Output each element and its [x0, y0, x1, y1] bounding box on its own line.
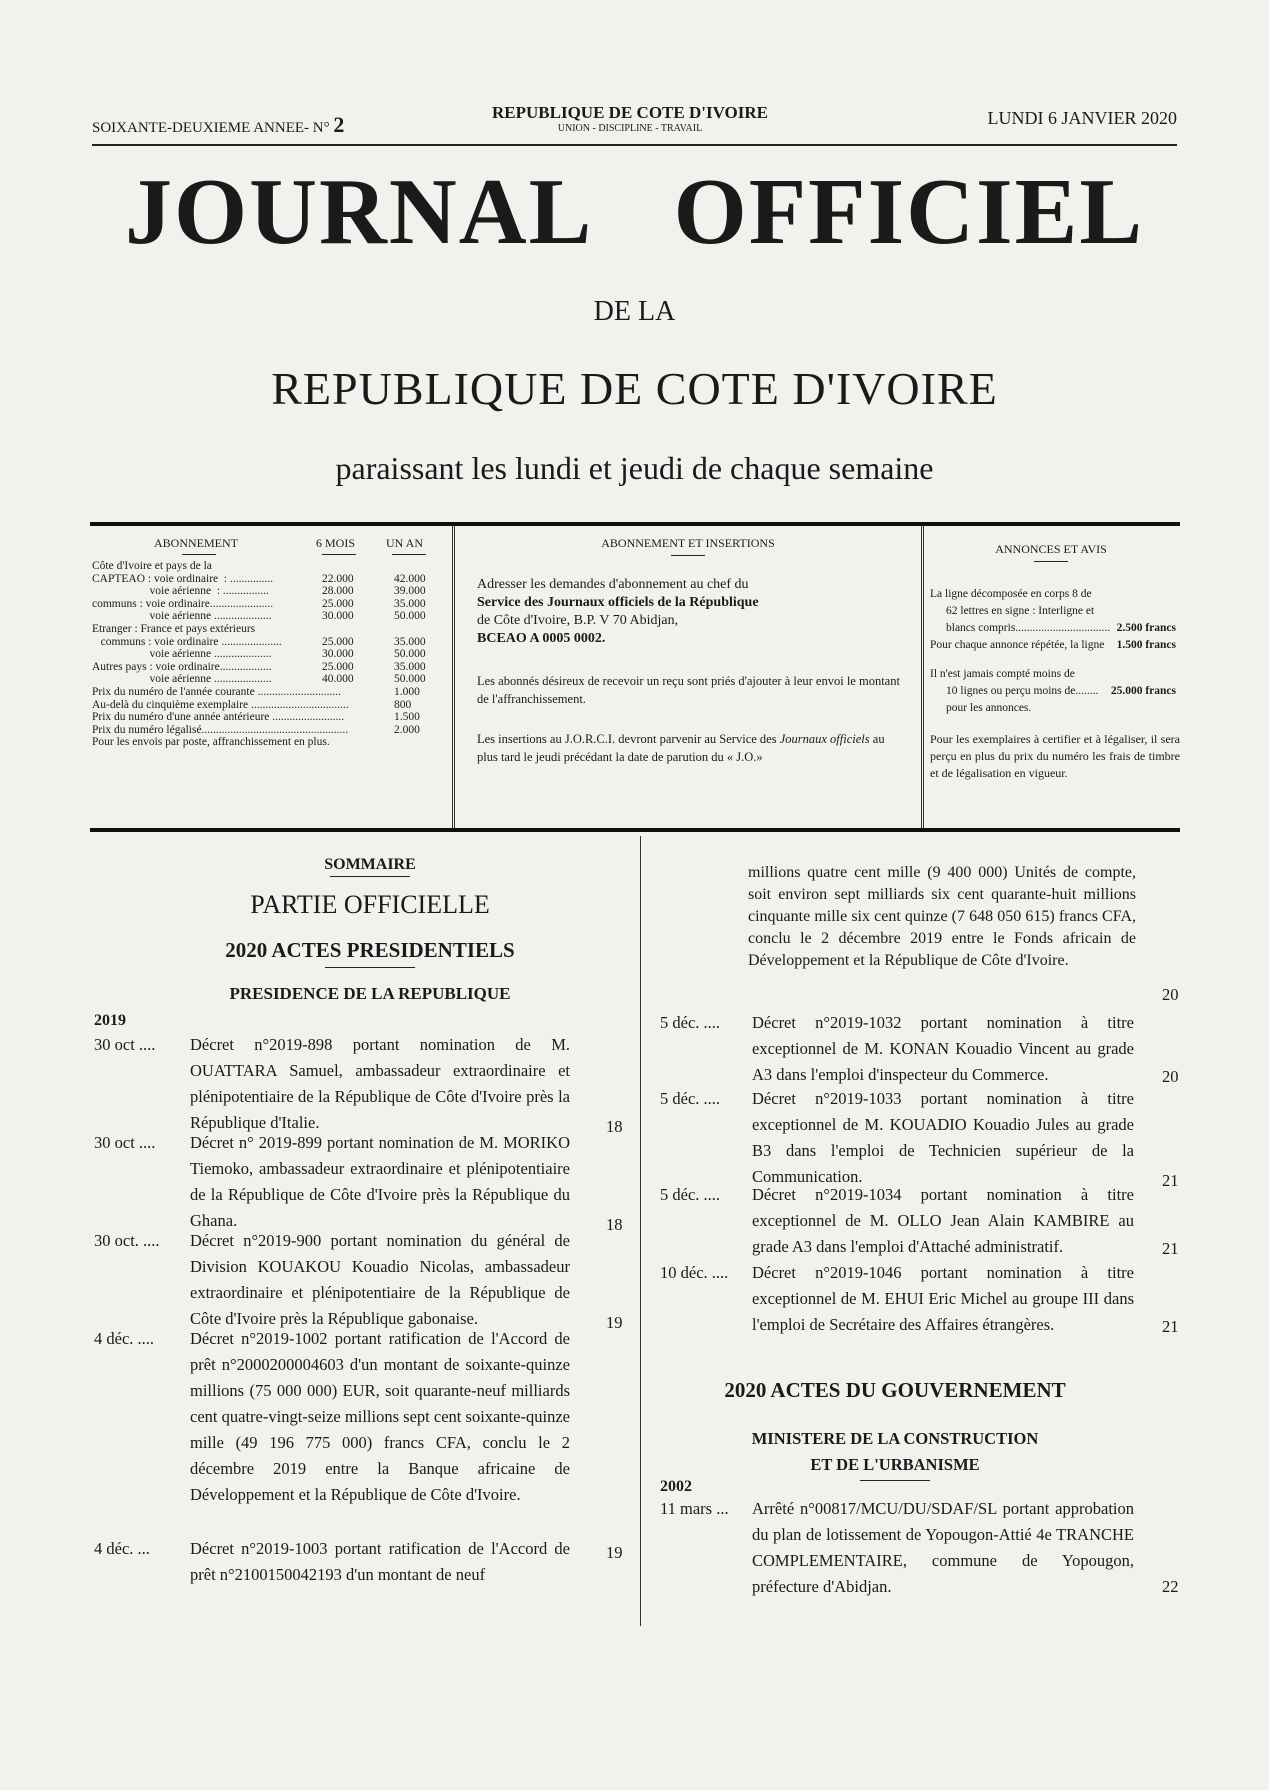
- rate-one-year: 35.000: [394, 597, 426, 610]
- rates-heading: ABONNEMENT: [154, 536, 238, 550]
- entry-page: 18: [606, 1117, 623, 1136]
- rate-row: [92, 585, 448, 598]
- issue-number: 2: [333, 112, 345, 137]
- issue-label: [92, 112, 344, 138]
- rate-label: Au-delà du cinquième exemplaire ..................................: [92, 698, 349, 711]
- announce-line-6: 10 lignes ou perçu moins de........ 25.000 francs: [922, 683, 1180, 700]
- announce-price-3: 25.000 francs: [1110, 685, 1176, 697]
- entry-date: 5 déc. ....: [660, 1013, 721, 1032]
- insertions-paragraph: [455, 708, 921, 766]
- rate-one-year: 35.000: [394, 660, 426, 673]
- rate-six-months: 22.000: [322, 572, 354, 585]
- announce-line-2: 62 lettres en signe : Interligne et: [946, 605, 1095, 617]
- entry-text: Décret n°2019-1003 portant ratification de l'Accord de prêt n°2100150042193 d'un montant de neuf: [190, 1539, 570, 1584]
- rate-six-months: 25.000: [322, 660, 354, 673]
- insertions-text-italic: Journaux officiels: [779, 732, 870, 746]
- rate-one-year: 39.000: [394, 585, 426, 598]
- rate-row: [92, 724, 448, 737]
- sommaire-label: SOMMAIRE: [324, 856, 416, 873]
- entry-page: 19: [606, 1543, 623, 1562]
- rate-row: [92, 736, 448, 749]
- address-line-4: BCEAO A 0005 0002.: [477, 631, 606, 646]
- rate-label: Prix du numéro d'une année antérieure .........................: [92, 711, 345, 724]
- national-motto: UNION - DISCIPLINE - TRAVAIL: [557, 123, 703, 134]
- gouv-entry-page: 22: [1162, 1577, 1179, 1596]
- rate-row: [92, 673, 448, 686]
- entry-page: 21: [1162, 1317, 1179, 1336]
- rate-one-year: 35.000: [394, 635, 426, 648]
- entry-date: 30 oct ....: [94, 1133, 156, 1152]
- entry-page: 19: [606, 1313, 623, 1332]
- insertions-heading: ABONNEMENT ET INSERTIONS: [601, 536, 775, 550]
- rate-row: [92, 623, 448, 636]
- partie-officielle-heading: PARTIE OFFICIELLE: [250, 890, 490, 919]
- insertions-text-a: Les insertions au J.O.R.C.I. devront parvenir au Service des: [477, 732, 777, 746]
- entry-date: 30 oct ....: [94, 1035, 156, 1054]
- republic-header: [460, 103, 800, 134]
- rate-label: communs : voie ordinaire .....................: [92, 635, 282, 648]
- announcements-column: [922, 526, 1180, 828]
- entry-text: Décret n°2019-898 portant nomination de M. OUATTARA Samuel, ambassadeur extraordinaire et plénipotentiaire de la République de Côte d'Ivoire près la République d'Italie.: [190, 1035, 570, 1132]
- announce-line-7: pour les annonces.: [946, 702, 1032, 714]
- entry-text: Décret n°2019-900 portant nomination du général de Division KOUAKOU Kouadio Nicolas, ambassadeur extraordinaire et plénipotentiaire de la République de Côte d'Ivoire près la République gabonaise.: [190, 1231, 570, 1328]
- entry-date: 30 oct. ....: [94, 1231, 160, 1250]
- rate-row: [92, 598, 448, 611]
- gouv-entry-text: Arrêté n°00817/MCU/DU/SDAF/SL portant approbation du plan de lotissement de Yopougon-Attié 4e TRANCHE COMPLEMENTAIRE, commune de Yopougon, préfecture d'Abidjan.: [752, 1499, 1134, 1596]
- rate-one-year: 2.000: [394, 723, 420, 736]
- rate-label: Pour les envois par poste, affranchissement en plus.: [92, 736, 330, 749]
- entry-text: Décret n°2019-1002 portant ratification de l'Accord de prêt n°2000200004603 d'un montant de soixante-quinze millions (75 000 000) EUR, soit quarante-neuf milliards cent quatre-vingt-seize millions sept cent soixante-quinze mille (49 196 775 000) francs CFA, conclu le 2 décembre 2019 entre la Banque africaine de Développement et la République de Côte d'Ivoire.: [190, 1329, 570, 1504]
- announce-line-4: Pour chaque annonce répétée, la ligne 1.500 francs: [922, 637, 1180, 654]
- rate-six-months: 30.000: [322, 648, 354, 661]
- continuation-entry: [748, 862, 1188, 1002]
- rate-label: Prix du numéro de l'année courante .............................: [92, 685, 341, 698]
- entry-text: Décret n°2019-1046 portant nomination à titre exceptionnel de M. EHUI Eric Michel au groupe III dans l'emploi de Secrétaire des Affaires étrangères.: [752, 1263, 1134, 1334]
- address-paragraph: [455, 556, 921, 648]
- entry-page: 21: [1162, 1171, 1179, 1190]
- six-months-heading: 6 MOIS: [316, 536, 356, 550]
- rate-one-year: 42.000: [394, 572, 426, 585]
- presidence-heading: PRESIDENCE DE LA REPUBLIQUE: [229, 984, 511, 1003]
- entry-text: Décret n°2019-1032 portant nomination à titre exceptionnel de M. KONAN Kouadio Vincent au grade A3 dans l'emploi d'inspecteur du Commerce.: [752, 1013, 1134, 1084]
- rate-label: communs : voie ordinaire......................: [92, 597, 274, 610]
- actes-presidentiels-heading: [180, 938, 560, 968]
- rate-label: voie aérienne ....................: [92, 610, 272, 623]
- header-divider: [92, 144, 1177, 146]
- rate-label: CAPTEAO : voie ordinaire : ...............: [92, 572, 274, 585]
- rate-one-year: 800: [394, 698, 412, 711]
- entry-date: 10 déc. ....: [660, 1263, 729, 1282]
- announce-line-5: Il n'est jamais compté moins de: [930, 668, 1075, 680]
- announcements-heading: ANNONCES ET AVIS: [995, 542, 1107, 556]
- rate-label: Etranger : France et pays extérieurs: [92, 622, 256, 635]
- insertions-text-b: au plus tard le jeudi précédant la date de parution du « J.O.»: [477, 732, 885, 764]
- one-year-heading: UN AN: [386, 536, 424, 550]
- rate-row: [92, 573, 448, 586]
- rates-header: [90, 526, 448, 556]
- rate-row: [92, 648, 448, 661]
- entry-page: 20: [1162, 1067, 1179, 1086]
- continuation-page: 20: [1162, 985, 1179, 1004]
- rate-row: [92, 661, 448, 674]
- entry-date: 5 déc. ....: [660, 1089, 721, 1108]
- rates-list: [90, 556, 448, 749]
- entry-date: 4 déc. ....: [94, 1329, 155, 1348]
- address-line-1: Adresser les demandes d'abonnement au chef du: [477, 577, 749, 592]
- rate-six-months: 25.000: [322, 635, 354, 648]
- republic-name: REPUBLIQUE DE COTE D'IVOIRE: [492, 103, 768, 122]
- subscription-rates-column: [90, 526, 448, 828]
- rate-six-months: 25.000: [322, 597, 354, 610]
- rate-row: [92, 636, 448, 649]
- rate-one-year: 1.000: [394, 685, 420, 698]
- entry-date: 4 déc. ...: [94, 1539, 150, 1558]
- rate-one-year: 50.000: [394, 648, 426, 661]
- rate-row: [92, 699, 448, 712]
- rate-row: [92, 711, 448, 724]
- actes-presidentiels-label: 2020 ACTES PRESIDENTIELS: [225, 938, 515, 962]
- rate-six-months: 28.000: [322, 585, 354, 598]
- year-2002: 2002: [660, 1478, 692, 1495]
- ministere-line-2: ET DE L'URBANISME: [810, 1455, 980, 1474]
- rate-label: voie aérienne : ................: [92, 585, 269, 598]
- masthead-country: REPUBLIQUE DE COTE D'IVOIRE: [271, 363, 998, 414]
- masthead-title: JOURNAL OFFICIEL: [124, 160, 1145, 264]
- announce-price-1: 2.500 francs: [1116, 622, 1176, 634]
- rate-label: voie aérienne ....................: [92, 673, 272, 686]
- rate-row: [92, 686, 448, 699]
- year-label: SOIXANTE-DEUXIEME ANNEE- N°: [92, 120, 330, 136]
- rate-six-months: 40.000: [322, 673, 354, 686]
- entry-date: 5 déc. ....: [660, 1185, 721, 1204]
- announce-line-1: La ligne décomposée en corps 8 de: [930, 588, 1092, 600]
- address-line-3: de Côte d'Ivoire, B.P. V 70 Abidjan,: [477, 613, 679, 628]
- entry-text: Décret n° 2019-899 portant nomination de M. MORIKO Tiemoko, ambassadeur extraordinaire et plénipotentiaire de la République de Côte d'Ivoire près la République du Ghana.: [190, 1133, 570, 1230]
- rate-label: Autres pays : voie ordinaire..................: [92, 660, 272, 673]
- masthead-de-la: DE LA: [593, 296, 676, 327]
- ministere-heading: [660, 1426, 1130, 1481]
- rate-six-months: 30.000: [322, 610, 354, 623]
- entry-page: 18: [606, 1215, 623, 1234]
- actes-gouvernement-heading: 2020 ACTES DU GOUVERNEMENT: [724, 1378, 1066, 1402]
- gouv-entry: [660, 1496, 1180, 1606]
- rate-row: [92, 560, 448, 573]
- announce-price-2: 1.500 francs: [1116, 639, 1176, 651]
- column-divider: [640, 836, 641, 1626]
- rate-label: voie aérienne ....................: [92, 648, 272, 661]
- rate-row: [92, 610, 448, 623]
- subscription-box: [90, 522, 1180, 832]
- insertions-column: [452, 526, 924, 828]
- year-2019: 2019: [94, 1012, 126, 1029]
- publication-frequency: paraissant les lundi et jeudi de chaque semaine: [335, 450, 934, 486]
- entry-page: 21: [1162, 1239, 1179, 1258]
- issue-date: LUNDI 6 JANVIER 2020: [987, 108, 1177, 128]
- rate-one-year: 50.000: [394, 610, 426, 623]
- address-line-2: Service des Journaux officiels de la République: [477, 595, 759, 610]
- announce-line-3: blancs compris................................. 2.500 francs: [922, 620, 1180, 637]
- ministere-line-1: MINISTERE DE LA CONSTRUCTION: [751, 1429, 1039, 1448]
- rate-label: Prix du numéro légalisé...................................................: [92, 723, 349, 736]
- certification-note: Pour les exemplaires à certifier et à légaliser, il sera perçu en plus du prix du numéro les frais de timbre et de légalisation en vigueur.: [930, 732, 1180, 780]
- entry-text: Décret n°2019-1034 portant nomination à titre exceptionnel de M. OLLO Jean Alain KAMBIRE au grade A3 dans l'emploi d'Attaché administratif.: [752, 1185, 1134, 1256]
- gouv-entry-date: 11 mars ...: [660, 1499, 729, 1518]
- rate-one-year: 1.500: [394, 711, 420, 724]
- entry-text: Décret n°2019-1033 portant nomination à titre exceptionnel de M. KOUADIO Kouadio Jules au grade B3 dans l'emploi de Technicien supérieur de la Communication.: [752, 1089, 1134, 1186]
- rate-one-year: 50.000: [394, 673, 426, 686]
- rate-label: Côte d'Ivoire et pays de la: [92, 560, 212, 572]
- sommaire-title: [180, 856, 560, 877]
- box-bottom-rule: [90, 828, 1180, 830]
- continuation-text: millions quatre cent mille (9 400 000) Unités de compte, soit environ sept milliards six cent quarante-huit millions cinquante mille six cent quinze (7 648 050 615) francs CFA, conclu le 2 décembre 2019 entre le Fonds africain de Développement et la République de Côte d'Ivoire.: [748, 864, 1136, 969]
- receipt-paragraph: Les abonnés désireux de recevoir un reçu sont priés d'ajouter à leur envoi le montant de l'affranchissement.: [477, 674, 900, 706]
